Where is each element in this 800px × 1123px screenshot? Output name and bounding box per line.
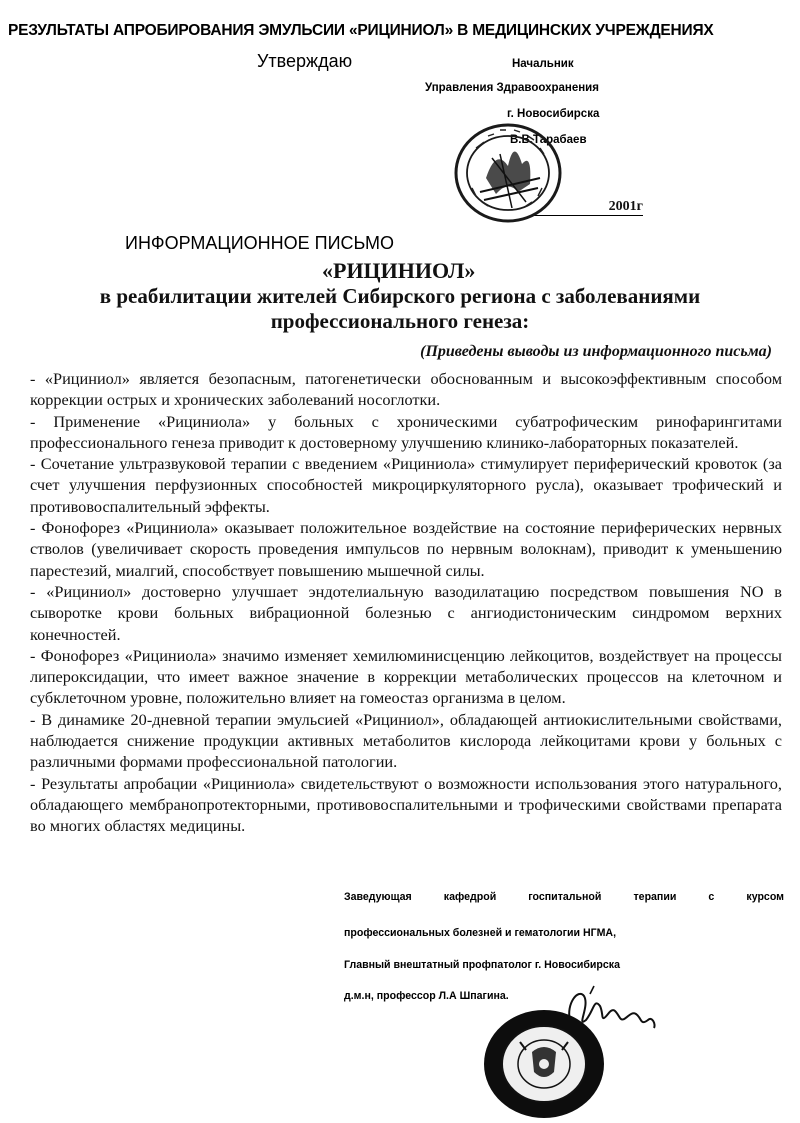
approver-position: Начальник bbox=[512, 58, 574, 70]
approval-label: Утверждаю bbox=[257, 51, 353, 71]
product-name: «РИЦИНИОЛ» bbox=[322, 258, 476, 283]
signatory-role: Главный внештатный профпатолог г. Новосибирска bbox=[344, 959, 620, 971]
finding-paragraph: - Фонофорез «Рициниола» значимо изменяет хемилюминисценцию лейкоцитов, воздействует на процессы липероксидации, что имеет важное значение в коррекции метаболических процессов на клеточном и субклеточном уровне, положительно влияет на гомеостаз организма в целом. bbox=[30, 645, 782, 708]
approver-name: В.В.Тарабаев bbox=[510, 134, 587, 146]
letter-type: ИНФОРМАЦИОННОЕ ПИСЬМО bbox=[125, 233, 394, 253]
official-stamp-icon bbox=[448, 118, 568, 228]
document-header-title: РЕЗУЛЬТАТЫ АПРОБИРОВАНИЯ ЭМУЛЬСИИ «РИЦИНИОЛ» В МЕДИЦИНСКИХ УЧРЕЖДЕНИЯХ bbox=[8, 22, 714, 39]
approver-city: г. Новосибирска bbox=[507, 108, 600, 120]
finding-paragraph: - «Рициниол» достоверно улучшает эндотелиальную вазодилатацию посредством повышения NO в сыворотке крови больных вибрационной болезнью с ангиодистоническим синдромом верхних конечностей. bbox=[30, 581, 782, 644]
finding-paragraph: - «Рициниол» является безопасным, патогенетически обоснованным и высокоэффективным способом коррекции острых и хронических заболеваний носоглотки. bbox=[30, 369, 782, 410]
letter-subject: в реабилитации жителей Сибирского региона с заболеваниями профессионального генеза: bbox=[99, 284, 701, 333]
finding-paragraph: - Результаты апробации «Рициниола» свидетельствуют о возможности использования этого натурального, обладающего мембранопротекторными, противовоспалительными и трофическими свойствами препарата во многих областях медицины. bbox=[30, 773, 782, 836]
findings-list bbox=[30, 368, 782, 837]
finding-paragraph: - Применение «Рициниола» у больных с хроническими субатрофическим ринофарингитами профессионального генеза приводит к достоверному улучшению клинико-лабораторных показателей. bbox=[30, 411, 782, 452]
signatory-name: д.м.н, профессор Л.А Шпагина. bbox=[344, 990, 509, 1002]
signatory-position: Заведующая кафедрой госпитальной терапии с курсом bbox=[344, 891, 784, 903]
approval-date: 2001г bbox=[533, 199, 643, 216]
seal-stamp-icon bbox=[480, 1006, 608, 1122]
letter-note: (Приведены выводы из информационного письма) bbox=[420, 343, 772, 360]
approver-department: Управления Здравоохранения bbox=[425, 82, 599, 94]
finding-paragraph: - Фонофорез «Рициниола» оказывает положительное воздействие на состояние периферических нервных стволов (увеличивает скорость проведения импульсов по нервным волокнам), приводит к уменьшению парестезий, миалгий, способствует повышению мышечной силы. bbox=[30, 518, 782, 580]
finding-paragraph: - Сочетание ультразвуковой терапии с введением «Рициниола» стимулирует периферический кровоток (за счет улучшения перфузионных способностей микроциркуляторного русла), оказывает трофический и противовоспалительный эффекты. bbox=[30, 454, 782, 516]
signatory-department: профессиональных болезней и гематологии НГМА, bbox=[344, 927, 617, 939]
finding-paragraph: - В динамике 20-дневной терапии эмульсией «Рициниол», обладающей антиокислительными свойствами, наблюдается снижение продукции активных метаболитов кислорода лейкоцитами крови у больных с различными формами профессиональной патологии. bbox=[30, 709, 782, 772]
